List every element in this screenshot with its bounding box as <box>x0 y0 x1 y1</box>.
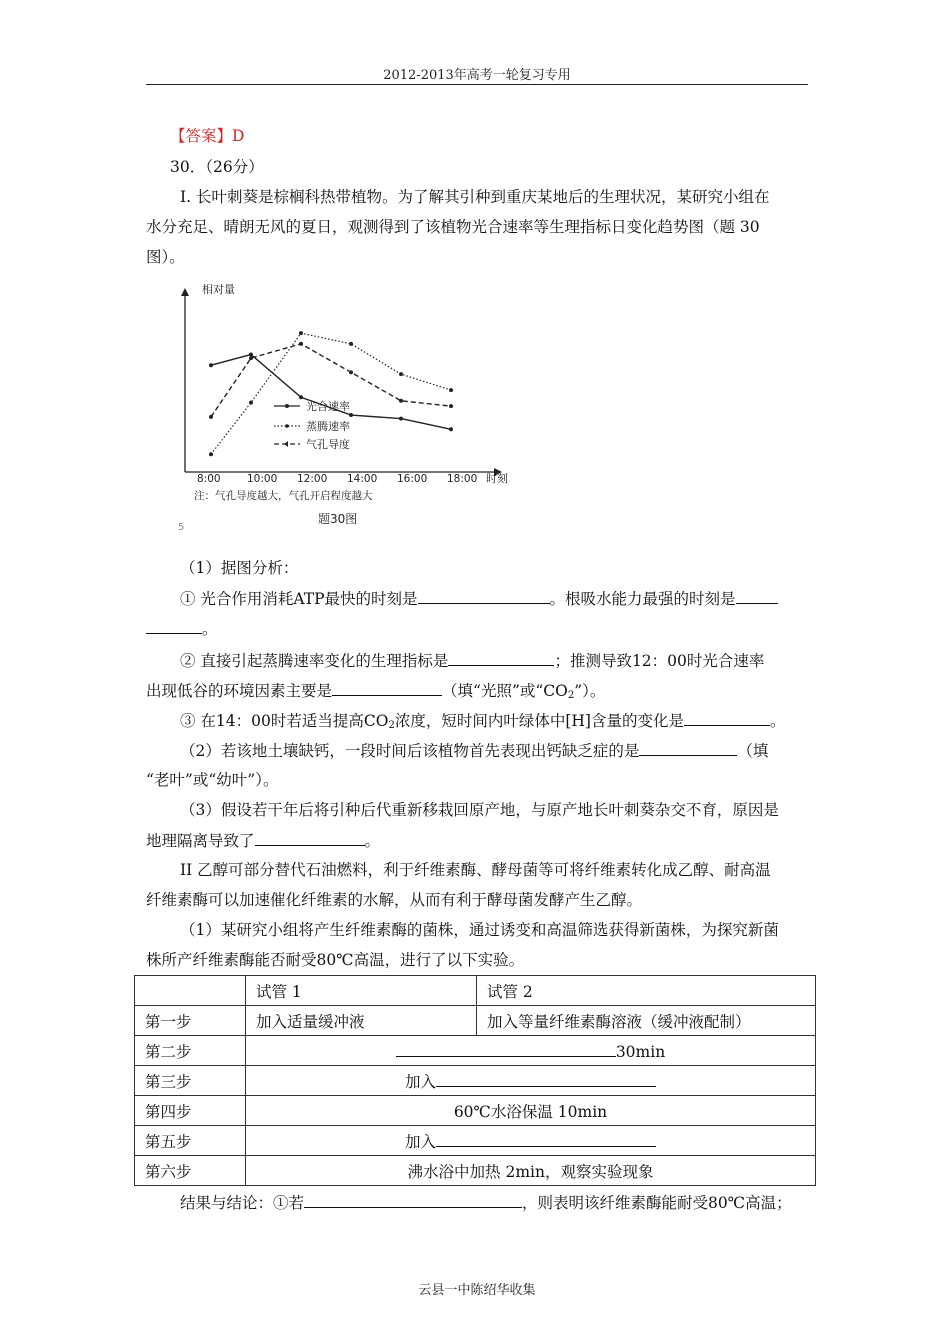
page-footer: 云县一中陈绍华收集 <box>418 1283 536 1298</box>
q2-line-cont <box>146 680 605 706</box>
table-blank[interactable] <box>436 1071 656 1087</box>
line-chart <box>170 276 518 532</box>
x-tick-label: 10:00 <box>247 473 278 485</box>
x-tick-label: 16:00 <box>397 473 428 485</box>
table-row <box>135 1156 816 1186</box>
answer-value: D <box>232 127 245 145</box>
merged-cell: 沸水浴中加热 2min，观察实验现象 <box>246 1156 816 1186</box>
data-point <box>249 401 253 405</box>
data-point <box>349 370 353 374</box>
result-line <box>180 1192 792 1213</box>
q2-text-c: 出现低谷的环境因素主要是 <box>146 682 333 700</box>
merged-suffix: 30min <box>615 1042 666 1061</box>
part2-line-2: 纤维素酶可以加速催化纤维素的水解，从而有利于酵母菌发酵产生乙醇。 <box>146 891 643 909</box>
sub3-text-b: 地理隔离导致了 <box>146 832 255 850</box>
q2-subscript: 2 <box>567 690 575 701</box>
q2-text-e: ”）。 <box>574 682 606 700</box>
q2-blank-2[interactable] <box>332 680 442 696</box>
data-point <box>209 452 213 456</box>
q3-line <box>180 710 785 736</box>
merged-cell <box>246 1126 816 1156</box>
sub3-blank[interactable] <box>255 830 365 846</box>
chart-title: 题30图 <box>318 512 358 526</box>
data-point <box>209 415 213 419</box>
step-label: 第三步 <box>135 1066 246 1096</box>
x-tick-label: 14:00 <box>347 473 378 485</box>
table-row <box>135 1006 816 1036</box>
legend-transpiration: 蒸腾速率 <box>306 420 350 433</box>
q2-text-d: （填“光照”或“CO <box>442 682 568 700</box>
header-cell-empty <box>135 976 246 1006</box>
merged-prefix: 加入 <box>404 1132 436 1151</box>
x-tick-labels <box>197 473 477 485</box>
question-number: 30．（26分） <box>170 158 264 176</box>
part2-line-1: II 乙醇可部分替代石油燃料，利于纤维素酶、酵母菌等可将纤维素转化成乙醇、耐高温 <box>180 861 771 879</box>
y-axis-label: 相对量 <box>202 283 235 296</box>
merged-cell <box>246 1066 816 1096</box>
sub2-line <box>180 740 768 761</box>
header-cell-tube1: 试管 1 <box>246 976 477 1006</box>
table-row <box>135 1066 816 1096</box>
merged-cell <box>246 1036 816 1066</box>
table-blank[interactable] <box>436 1131 656 1147</box>
series-line-0 <box>211 355 451 430</box>
step-label: 第六步 <box>135 1156 246 1186</box>
sub3-line-cont <box>146 830 380 851</box>
step-label: 第二步 <box>135 1036 246 1066</box>
x-tick-label: 18:00 <box>447 473 478 485</box>
x-tick-label: 8:00 <box>197 473 221 485</box>
q3-blank[interactable] <box>684 710 770 726</box>
data-point <box>449 388 453 392</box>
stray-label: 5 <box>178 522 185 532</box>
sub2-text-b: （填 <box>737 742 769 760</box>
page-header: 2012-2013年高考一轮复习专用 <box>383 68 571 83</box>
legend-photosynthesis: 光合速率 <box>306 400 350 413</box>
data-point <box>299 331 303 335</box>
data-point <box>449 427 453 431</box>
step-cell: 加入等量纤维素酶溶液（缓冲液配制） <box>477 1006 816 1036</box>
data-point <box>299 395 303 399</box>
x-axis-label: 时刻 <box>486 472 508 485</box>
q2-text-b: ；推测导致12：00时光合速率 <box>554 652 765 670</box>
table-row <box>135 1036 816 1066</box>
q3-text-b: 浓度，短时间内叶绿体中[H]含量的变化是 <box>394 712 684 730</box>
experiment-table <box>134 975 816 1186</box>
data-point <box>449 404 453 408</box>
q1-line <box>180 588 778 609</box>
data-point <box>249 356 253 360</box>
x-tick-label: 12:00 <box>297 473 328 485</box>
intro-line-3: 图）。 <box>146 248 185 266</box>
table-row <box>135 1096 816 1126</box>
step-label: 第一步 <box>135 1006 246 1036</box>
q2-text-a: ② 直接引起蒸腾速率变化的生理指标是 <box>180 652 449 670</box>
q3-text-c: 。 <box>769 712 786 730</box>
sub3-line: （3）假设若干年后将引种后代重新移栽回原产地，与原产地长叶刺葵杂交不育，原因是 <box>180 801 779 819</box>
answer-line <box>170 126 244 146</box>
q2-blank-1[interactable] <box>448 650 554 666</box>
series-line-1 <box>211 333 451 454</box>
sub2-blank[interactable] <box>639 740 737 756</box>
data-point <box>349 413 353 417</box>
q3-text-a: ③ 在14：00时若适当提高CO <box>180 712 389 730</box>
q1-blank-1[interactable] <box>418 588 550 604</box>
q1-blank-2-start[interactable] <box>736 588 778 604</box>
q3-subscript: 2 <box>388 720 395 731</box>
merged-cell: 60℃水浴保温 10min <box>246 1096 816 1126</box>
intro-line-1: Ⅰ. 长叶刺葵是棕榈科热带植物。为了解其引种到重庆某地后的生理状况，某研究小组在 <box>180 188 770 206</box>
header-cell-tube2: 试管 2 <box>477 976 816 1006</box>
part2-q1-line-1: （1）某研究小组将产生纤维素酶的菌株，通过诱变和高温筛选获得新菌株，为探究新菌 <box>180 921 779 939</box>
data-point <box>299 342 303 346</box>
data-point <box>399 417 403 421</box>
result-text-b: ，则表明该纤维素酶能耐受80℃高温； <box>522 1194 792 1212</box>
q2-line <box>180 650 764 671</box>
data-point <box>349 342 353 346</box>
q1-blank-2-end[interactable] <box>146 618 202 634</box>
q1-text-a: ① 光合作用消耗ATP最快的时刻是 <box>180 590 418 608</box>
step-label: 第五步 <box>135 1126 246 1156</box>
q1-text-c: 。 <box>202 620 218 638</box>
legend-stomatal: 气孔导度 <box>306 438 350 451</box>
data-point <box>209 363 213 367</box>
chart-legend <box>274 399 350 451</box>
sub3-text-c: 。 <box>364 832 381 850</box>
intro-line-2: 水分充足、晴朗无风的夏日，观测得到了该植物光合速率等生理指标日变化趋势图（题 30 <box>146 218 760 236</box>
part2-q1-line-2: 株所产纤维素酶能否耐受80℃高温，进行了以下实验。 <box>146 951 525 969</box>
chart-note: 注：气孔导度越大，气孔开启程度越大 <box>194 490 373 502</box>
step-label: 第四步 <box>135 1096 246 1126</box>
table-blank[interactable] <box>396 1041 616 1057</box>
sub2-line-cont: “老叶”或“幼叶”）。 <box>146 771 279 789</box>
q1-line-cont <box>146 618 218 639</box>
result-blank[interactable] <box>304 1192 522 1208</box>
step-cell: 加入适量缓冲液 <box>246 1006 477 1036</box>
answer-label: 【答案】 <box>170 127 233 145</box>
header-rule <box>146 84 808 85</box>
table-row <box>135 1126 816 1156</box>
sub1-title: （1）据图分析： <box>180 559 299 577</box>
q1-text-b: 。根吸水能力最强的时刻是 <box>549 590 736 608</box>
merged-prefix: 加入 <box>404 1072 436 1091</box>
data-point <box>399 372 403 376</box>
result-text-a: 结果与结论：①若 <box>180 1194 305 1212</box>
table-header-row <box>135 976 816 1006</box>
data-point <box>399 399 403 403</box>
sub2-text-a: （2）若该地土壤缺钙，一段时间后该植物首先表现出钙缺乏症的是 <box>180 742 640 760</box>
data-point <box>249 353 253 357</box>
